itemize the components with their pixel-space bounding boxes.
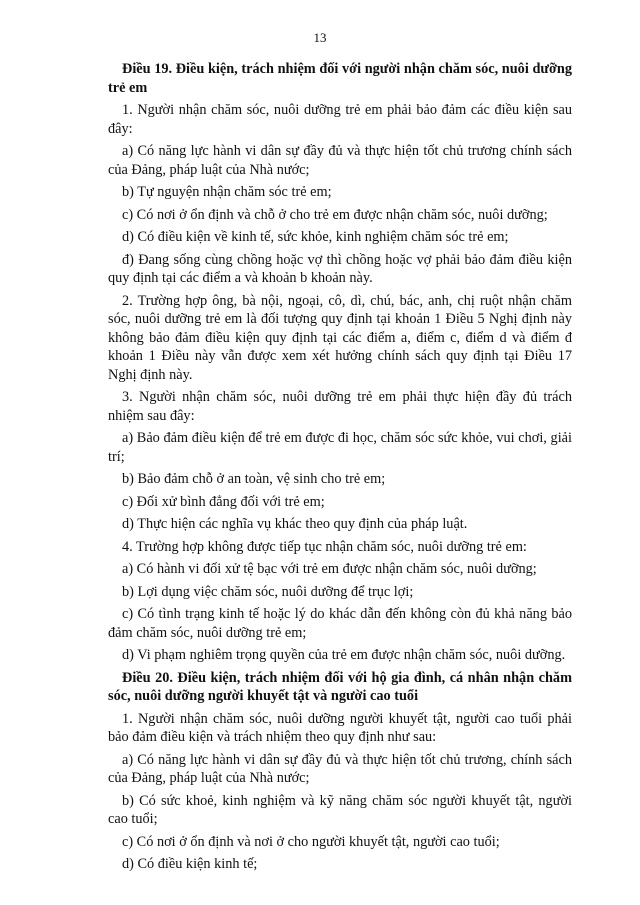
- paragraph: 1. Người nhận chăm sóc, nuôi dưỡng trẻ em phải bảo đảm các điều kiện sau đây:: [108, 102, 572, 137]
- paragraph: 4. Trường hợp không được tiếp tục nhận chăm sóc, nuôi dưỡng trẻ em:: [122, 538, 527, 555]
- paragraph: a) Có năng lực hành vi dân sự đầy đủ và thực hiện tốt chủ trương, chính sách của Đảng, pháp luật của Nhà nước;: [108, 751, 572, 786]
- paragraph: b) Tự nguyện nhận chăm sóc trẻ em;: [122, 184, 332, 200]
- paragraph: c) Có tình trạng kinh tế hoặc lý do khác dẫn đến không còn đủ khả năng bảo đảm chăm sóc, nuôi dưỡng trẻ em;: [108, 606, 572, 641]
- paragraph: b) Lợi dụng việc chăm sóc, nuôi dưỡng để trục lợi;: [122, 583, 414, 600]
- paragraph: đ) Đang sống cùng chồng hoặc vợ thì chồng hoặc vợ phải bảo đảm điều kiện quy định tại các điểm a và khoản b khoản này.: [108, 251, 572, 286]
- paragraph: a) Bảo đảm điều kiện để trẻ em được đi học, chăm sóc sức khỏe, vui chơi, giải trí;: [108, 430, 572, 465]
- paragraph: c) Có nơi ở ổn định và nơi ở cho người khuyết tật, người cao tuổi;: [122, 833, 500, 850]
- paragraph: b) Có sức khoẻ, kinh nghiệm và kỹ năng chăm sóc người khuyết tật, người cao tuổi;: [108, 792, 572, 827]
- paragraph: d) Thực hiện các nghĩa vụ khác theo quy định của pháp luật.: [122, 516, 468, 532]
- paragraph: c) Có nơi ở ổn định và chỗ ở cho trẻ em được nhận chăm sóc, nuôi dưỡng;: [122, 206, 548, 223]
- page-number: 13: [313, 30, 327, 45]
- paragraph: 2. Trường hợp ông, bà nội, ngoại, cô, dì, chú, bác, anh, chị ruột nhận chăm sóc, nuôi dưỡng trẻ em là đối tượng quy định tại khoản 1 Điều 5 Nghị định này không bảo đảm điều kiện quy định tại các điểm a, điểm c, điểm d và điểm đ khoản 1 Điều này vẫn được xem xét hưởng chính sách quy định tại Điều 17 Nghị định này.: [108, 292, 572, 383]
- document-body: [108, 60, 572, 878]
- article-heading: Điều 19. Điều kiện, trách nhiệm đối với người nhận chăm sóc, nuôi dưỡng trẻ em: [108, 61, 572, 96]
- paragraph: 1. Người nhận chăm sóc, nuôi dưỡng người khuyết tật, người cao tuổi phải bảo đảm điều kiện và trách nhiệm theo quy định như sau:: [108, 710, 572, 745]
- paragraph: b) Bảo đảm chỗ ở an toàn, vệ sinh cho trẻ em;: [122, 471, 386, 487]
- paragraph: d) Có điều kiện về kinh tế, sức khỏe, kinh nghiệm chăm sóc trẻ em;: [122, 229, 509, 245]
- paragraph: a) Có hành vi đối xử tệ bạc với trẻ em được nhận chăm sóc, nuôi dưỡng;: [122, 561, 537, 577]
- paragraph: d) Vi phạm nghiêm trọng quyền của trẻ em được nhận chăm sóc, nuôi dưỡng.: [122, 647, 566, 663]
- paragraph: d) Có điều kiện kinh tế;: [122, 856, 258, 872]
- paragraph: a) Có năng lực hành vi dân sự đầy đủ và thực hiện tốt chủ trương chính sách của Đảng, pháp luật của Nhà nước;: [108, 143, 572, 178]
- article-heading: Điều 20. Điều kiện, trách nhiệm đối với hộ gia đình, cá nhân nhận chăm sóc, nuôi dưỡng người khuyết tật và người cao tuổi: [108, 669, 572, 704]
- paragraph: c) Đối xử bình đẳng đối với trẻ em;: [122, 493, 325, 510]
- paragraph: 3. Người nhận chăm sóc, nuôi dưỡng trẻ em phải thực hiện đầy đủ trách nhiệm sau đây:: [108, 389, 572, 424]
